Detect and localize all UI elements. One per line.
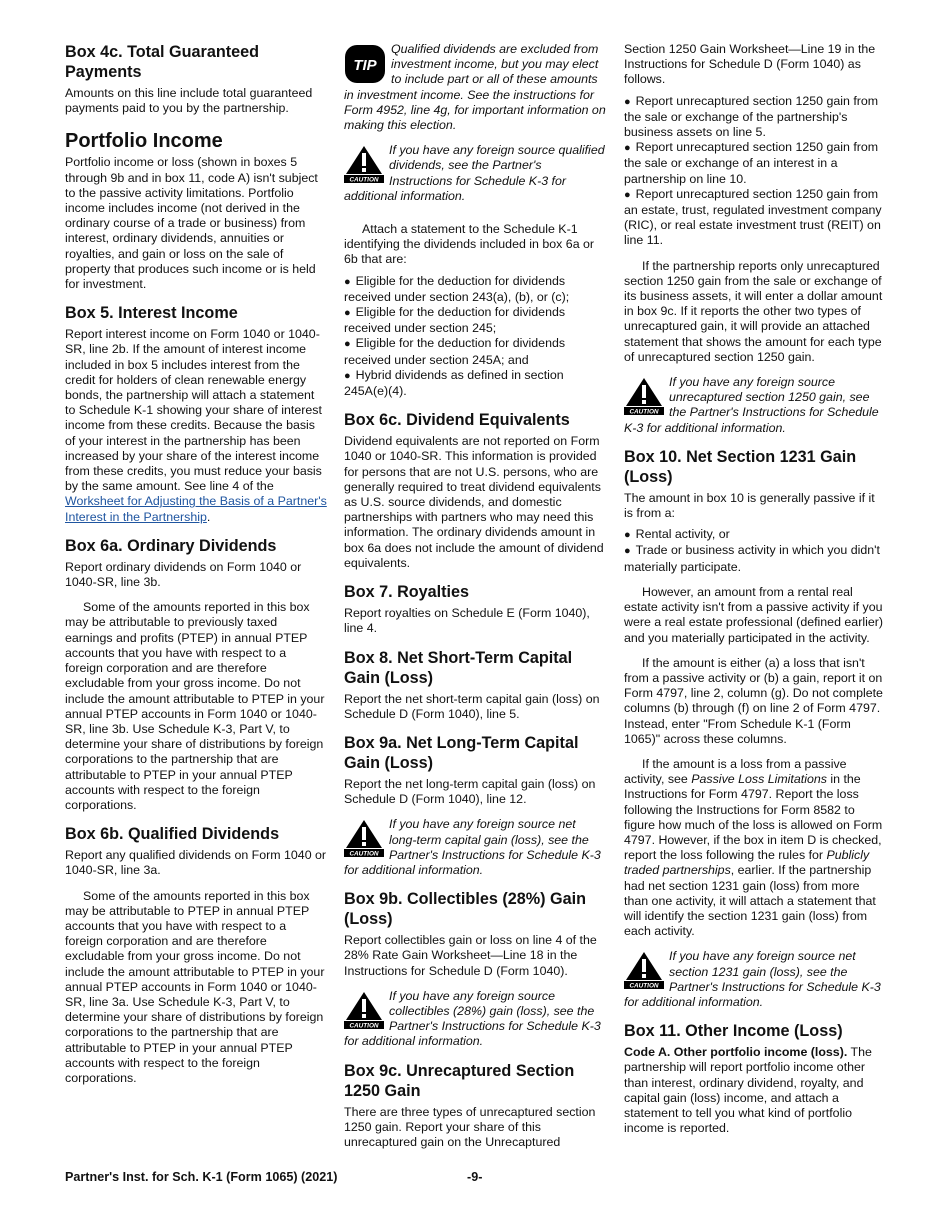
list-item-text: Eligible for the deduction for dividends received under section 245;	[344, 305, 566, 336]
tip-label: TIP	[353, 57, 377, 74]
section-box-6c	[344, 410, 606, 571]
tip-text: Qualified dividends are excluded from investment income, but you may elect to include part or all of these amounts in investment income. See the instructions for Form 4952, line 4g, for important information on making this election.	[344, 42, 606, 133]
list-item: ● Report unrecaptured section 1250 gain from an estate, trust, regulated investment company (RIC), or real estate investment trust (REIT) on line 11.	[624, 186, 882, 248]
list-item: ● Eligible for the deduction for dividends received under section 245;	[344, 305, 566, 336]
list-item-text: Eligible for the deduction for dividends received under section 243(a), (b), or (c);	[344, 273, 570, 304]
section-heading: Box 11. Other Income (Loss)	[624, 1022, 843, 1041]
caution-icon	[344, 145, 384, 183]
caution-note	[344, 143, 606, 204]
caution-text: If you have any foreign source collectibles (28%) gain (loss), see the Partner's Instructions for Schedule K-3 for additional information.	[344, 988, 601, 1049]
section-heading: Box 6a. Ordinary Dividends	[65, 536, 277, 555]
section-box-6b	[65, 824, 327, 1086]
caution-note	[344, 989, 606, 1050]
section-box-5	[65, 303, 327, 525]
paragraph: If the partnership reports only unrecaptured section 1250 gain from the sale or exchange of its business assets, it will enter a dollar amount in box 9c. If it reports the other two types of unrecaptured gain, it will provide an attached statement that shows the amount for each type of unrecaptured section 1250 gain.	[624, 258, 883, 364]
text-run: , earlier. If the partnership had net section 1231 gain (loss) from more than one activity, it will attach a statement that will identify the section 1231 gain (loss) from each activity.	[624, 863, 876, 939]
section-heading: Box 7. Royalties	[344, 583, 470, 602]
column-2	[344, 42, 606, 1156]
section-box-9a	[344, 733, 606, 807]
code-a-label: Code A. Other portfolio income (loss).	[624, 1045, 848, 1060]
text-run: If the amount is a loss from a passive activity, see	[624, 756, 847, 787]
tip-icon	[344, 44, 386, 84]
section-box-6a	[65, 536, 327, 813]
list-item: ● Trade or business activity in which you didn't materially participate.	[624, 543, 880, 574]
list-item: ● Hybrid dividends as defined in section 245A(e)(4).	[344, 367, 564, 399]
caution-label: CAUTION	[349, 1022, 379, 1029]
section-box-9c	[344, 1061, 606, 1151]
paragraph: Report the net short-term capital gain (loss) on Schedule D (Form 1040), line 5.	[344, 691, 600, 721]
paragraph: Report collectibles gain or loss on line 4 of the 28% Rate Gain Worksheet—Line 18 in the Instructions for Schedule D (Form 1040).	[344, 933, 597, 978]
section-box-4c	[65, 42, 327, 116]
footer-title: Partner's Inst. for Sch. K-1 (Form 1065) (2021)	[65, 1170, 338, 1184]
section-heading: Box 10. Net Section 1231 Gain (Loss)	[624, 447, 857, 486]
paragraph	[624, 757, 886, 939]
portfolio-income-heading: Portfolio Income	[65, 130, 223, 153]
paragraph: If the amount is either (a) a loss that isn't from a passive activity or (b) a gain, report it on Form 4797, line 2, column (g). Do not complete columns (b) through (f) on line 2 of Form 4797. Instead, enter "From Schedule K-1 (Form 1065)" across these columns.	[624, 655, 883, 746]
paragraph: The amount in box 10 is generally passive if it is from a:	[624, 490, 875, 521]
paragraph: Report ordinary dividends on Form 1040 or 1040-SR, line 3b.	[65, 559, 302, 590]
paragraph	[624, 1045, 886, 1136]
section-box-7	[344, 582, 606, 636]
paragraph: Section 1250 Gain Worksheet—Line 19 in the Instructions for Schedule D (Form 1040) as follows.	[624, 42, 876, 87]
list-item-text: Rental activity, or	[635, 527, 730, 542]
text-run: .	[206, 509, 211, 524]
dividend-list	[344, 274, 606, 400]
caution-text: If you have any foreign source net section 1231 gain (loss), see the Partner's Instructions for Schedule K-3 for additional information.	[624, 949, 881, 1009]
text-run: in the Instructions for Form 4797. Report the loss following the Instructions for Form 8582 to figure how much of the loss is allowed on Form 4797. However, if the box in item D is checked, report the loss following the rules for	[624, 772, 883, 863]
section-box-10	[624, 447, 886, 939]
column-3	[624, 42, 886, 1142]
section-heading: Box 6b. Qualified Dividends	[65, 825, 280, 844]
paragraph: Report any qualified dividends on Form 1040 or 1040-SR, line 3a.	[65, 848, 327, 878]
paragraph: Report the net long-term capital gain (loss) on Schedule D (Form 1040), line 12.	[344, 776, 596, 807]
list-item-text: Report unrecaptured section 1250 gain from the sale or exchange of the partnership's business assets on line 5.	[624, 93, 879, 140]
list-item-text: Hybrid dividends as defined in section 245A(e)(4).	[344, 367, 564, 399]
text-run: The partnership will report portfolio income other than interest, ordinary dividend, royalty, and capital gain (loss) income, and attach a statement to tell you what kind of portfolio income is reported.	[624, 1045, 872, 1136]
paragraph: Report royalties on Schedule E (Form 1040), line 4.	[344, 606, 590, 636]
caution-note	[624, 949, 886, 1010]
list-item: ● Eligible for the deduction for dividends received under section 243(a), (b), or (c);	[344, 273, 570, 304]
tip-note	[344, 42, 606, 133]
section-heading: Box 8. Net Short-Term Capital Gain (Loss)	[344, 648, 573, 687]
section-box-8	[344, 648, 606, 722]
caution-icon	[624, 377, 664, 415]
list-item: ● Report unrecaptured section 1250 gain from the sale or exchange of the partnership's business assets on line 5.	[624, 93, 879, 140]
list-item: ● Rental activity, or	[624, 527, 730, 542]
section-heading: Box 5. Interest Income	[65, 304, 238, 323]
list-item-text: Report unrecaptured section 1250 gain from the sale or exchange of an interest in a partnership on line 10.	[624, 140, 879, 186]
list-item-text: Trade or business activity in which you didn't materially participate.	[624, 543, 880, 574]
paragraph: Dividend equivalents are not reported on Form 1040 or 1040-SR. This information is provided for persons that are not U.S. persons, who are generally required to treat dividend equivalents as U.S. source dividends, and domestic partnerships with partners who may need this information. The ordinary dividends amount in box 6a does not include the amount of dividend equivalents.	[344, 434, 604, 570]
caution-text: If you have any foreign source net long-term capital gain (loss), see the Partner's Instructions for Schedule K-3 for additional information.	[344, 817, 601, 877]
paragraph: However, an amount from a rental real estate activity isn't from a passive activity if you were a real estate professional (defined earlier) and you materially participated in the activity.	[624, 584, 883, 645]
section-heading: Box 9c. Unrecaptured Section 1250 Gain	[344, 1061, 575, 1100]
caution-note	[624, 375, 886, 436]
caution-note	[344, 817, 606, 878]
section-box-9b	[344, 889, 606, 979]
caution-icon	[344, 819, 384, 857]
column-1	[65, 42, 327, 1092]
list-item: ● Report unrecaptured section 1250 gain from the sale or exchange of an interest in a partnership on line 10.	[624, 140, 879, 186]
italic-term: Passive Loss Limitations	[691, 772, 827, 787]
paragraph: Some of the amounts reported in this box may be attributable to PTEP in annual PTEP accounts that you have with respect to a foreign corporation and are therefore excludable from your gross income. Do not include the amount attributable to PTEP in your annual PTEP accounts in Form 1040 or 1040-SR, line 3a. Use Schedule K-3, Part V, to determine your share of distributions by foreign corporations to the partnership that are attributable to PTEP in your annual PTEP accounts with respect to the foreign corporations.	[65, 888, 325, 1085]
section-heading: Box 9a. Net Long-Term Capital Gain (Loss)	[344, 733, 579, 772]
caution-text: If you have any foreign source qualified dividends, see the Partner's Instructions for Schedule K-3 for additional information.	[344, 143, 605, 203]
worksheet-link[interactable]: Worksheet for Adjusting the Basis of a Partner's Interest in the Partnership	[65, 494, 327, 524]
italic-term: Publicly traded partnerships	[624, 848, 870, 878]
list-item: ● Eligible for the deduction for dividends received under section 245A; and	[344, 336, 566, 367]
text-run: Report interest income on Form 1040 or 1040-SR, line 2b. If the amount of interest income included in box 5 includes interest from the credit for holders of clean renewable energy bonds, the partnership will attach a statement to Schedule K-1 showing your share of interest income from these credits. Because the basis of your interest in the partnership has been increased by your share of the interest income from these credits, you must reduce your basis by the same amount. See line 4 of the	[65, 327, 322, 494]
caution-label: CAUTION	[349, 176, 379, 184]
paragraph: Portfolio income or loss (shown in boxes 5 through 9b and in box 11, code A) isn't subject to the passive activity limitations. Portfolio income includes income (not derived in the ordinary course of a trade or business) from interest, ordinary dividends, annuities or royalties, and gain or loss on the sale of property that produces such income or is held for investment.	[65, 155, 318, 292]
caution-icon	[624, 951, 664, 989]
section-heading: Box 6c. Dividend Equivalents	[344, 411, 570, 430]
list-item-text: Report unrecaptured section 1250 gain from an estate, trust, regulated investment company (RIC), or real estate investment trust (REIT) on line 11.	[624, 186, 882, 248]
section-heading: Box 4c. Total Guaranteed Payments	[65, 43, 259, 81]
paragraph: Attach a statement to the Schedule K-1 identifying the dividends included in box 6a or 6b that are:	[344, 222, 595, 267]
caution-label: CAUTION	[629, 408, 659, 416]
list-item-text: Eligible for the deduction for dividends received under section 245A; and	[344, 336, 566, 367]
paragraph	[65, 327, 327, 525]
page-number: -9-	[467, 1170, 483, 1184]
section-box-11	[624, 1021, 886, 1136]
caution-text: If you have any foreign source unrecaptured section 1250 gain, see the Partner's Instructions for Schedule K-3 for additional information.	[624, 375, 879, 435]
caution-label: CAUTION	[349, 850, 379, 858]
passive-list	[624, 527, 886, 575]
paragraph: Some of the amounts reported in this box may be attributable to previously taxed earnings and profits (PTEP) in annual PTEP accounts that you have with respect to a foreign corporation and are therefore excludable from your gross income. Do not include the amount attributable to PTEP in your annual PTEP accounts in Form 1040 or 1040-SR, line 3b. Use Schedule K-3, Part V, to determine your share of distributions by foreign corporations to the partnership that are attributable to PTEP in your annual PTEP accounts with respect to the foreign corporations.	[65, 600, 325, 812]
paragraph: Amounts on this line include total guaranteed payments paid to you by the partnership.	[65, 86, 313, 116]
caution-icon	[344, 991, 384, 1029]
section-heading: Box 9b. Collectibles (28%) Gain (Loss)	[344, 890, 586, 929]
gain-list	[624, 94, 886, 249]
paragraph: There are three types of unrecaptured section 1250 gain. Report your share of this unrecaptured gain on the Unrecaptured	[344, 1104, 596, 1149]
caution-label: CAUTION	[629, 982, 659, 990]
